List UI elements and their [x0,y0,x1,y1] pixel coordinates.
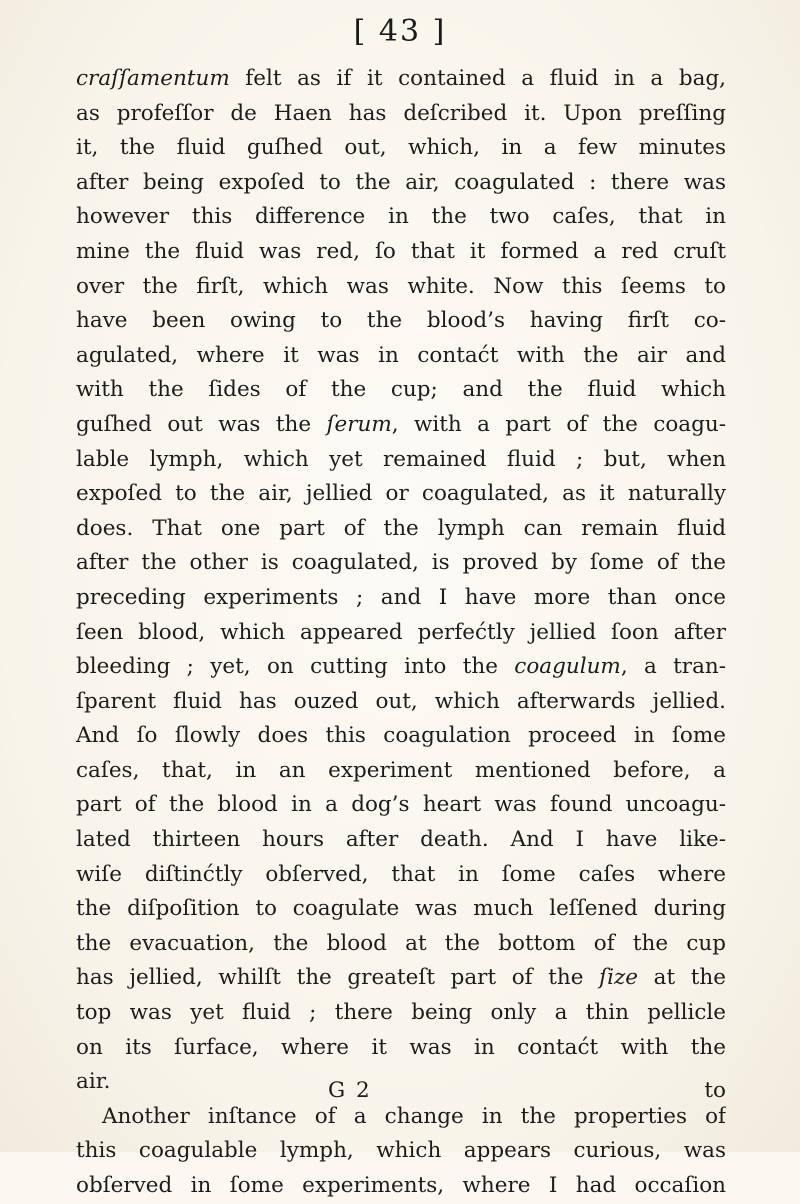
text-line: guſhed out was the ſerum, with a part of the coagu- [76,411,726,437]
paragraph-start-line: Another inſtance of a change in the properties of [102,1103,726,1129]
text-line: lated thirteen hours after death. And I have like- [76,827,726,853]
text-line: after being expoſed to the air, coagulated : there was [76,169,726,195]
text-line: the diſpoſition to coagulate was much leſſened during [76,896,726,922]
text-line: craſſamentum felt as if it contained a fluid in a bag, [76,66,726,91]
text-line: over the firſt, which was white. Now this ſeems to [76,273,726,299]
page-footer [76,1078,726,1112]
text-line: as profeſſor de Haen has deſcribed it. Upon preſſing [76,100,726,126]
text-line: ſparent fluid has ouzed out, which afterwards jellied. [76,688,726,714]
text-line: ſeen blood, which appeared perfećtly jellied ſoon after [76,619,726,645]
text-line: wiſe diſtinćtly obſerved, that in ſome caſes where [76,861,726,887]
text-line: on its ſurface, where it was in contaćt with the [76,1034,726,1060]
text-line: bleeding ; yet, on cutting into the coagulum, a tran- [76,654,726,680]
text-line: have been owing to the blood’s having firſt co- [76,308,726,334]
text-line: expoſed to the air, jellied or coagulated, as it naturally [76,481,726,507]
text-line: mine the fluid was red, ſo that it formed a red cruſt [76,238,726,264]
text-line: after the other is coagulated, is proved by ſome of the [76,550,726,576]
text-line: has jellied, whilſt the greateſt part of the ſize at the [76,965,726,991]
text-line: with the ſides of the cup; and the fluid which [76,377,726,403]
page-number: [ 43 ] [353,14,447,49]
text-line: it, the fluid guſhed out, which, in a few minutes [76,135,726,161]
text-line: agulated, where it was in contaćt with the air and [76,342,726,368]
text-line: does. That one part of the lymph can remain fluid [76,515,726,541]
text-line: preceding experiments ; and I have more than once [76,584,726,610]
text-line: this coagulable lymph, which appears curious, was [76,1138,726,1164]
text-line: lable lymph, which yet remained fluid ; but, when [76,446,726,472]
text-line: top was yet fluid ; there being only a thin pellicle [76,1000,726,1026]
text-line: however this difference in the two caſes, that in [76,204,726,230]
text-line: caſes, that, in an experiment mentioned before, a [76,757,726,783]
text-line: obſerved in ſome experiments, where I had occaſion [76,1173,726,1198]
paragraph-end-line: air. [76,1069,111,1095]
body-text [76,62,726,1204]
text-line: part of the blood in a dog’s heart was found uncoagu- [76,792,726,818]
text-line: And ſo ſlowly does this coagulation proceed in ſome [76,723,726,749]
signature-mark: G 2 [328,1078,372,1103]
text-line: the evacuation, the blood at the bottom of the cup [76,930,726,956]
catchword: to [704,1078,726,1103]
